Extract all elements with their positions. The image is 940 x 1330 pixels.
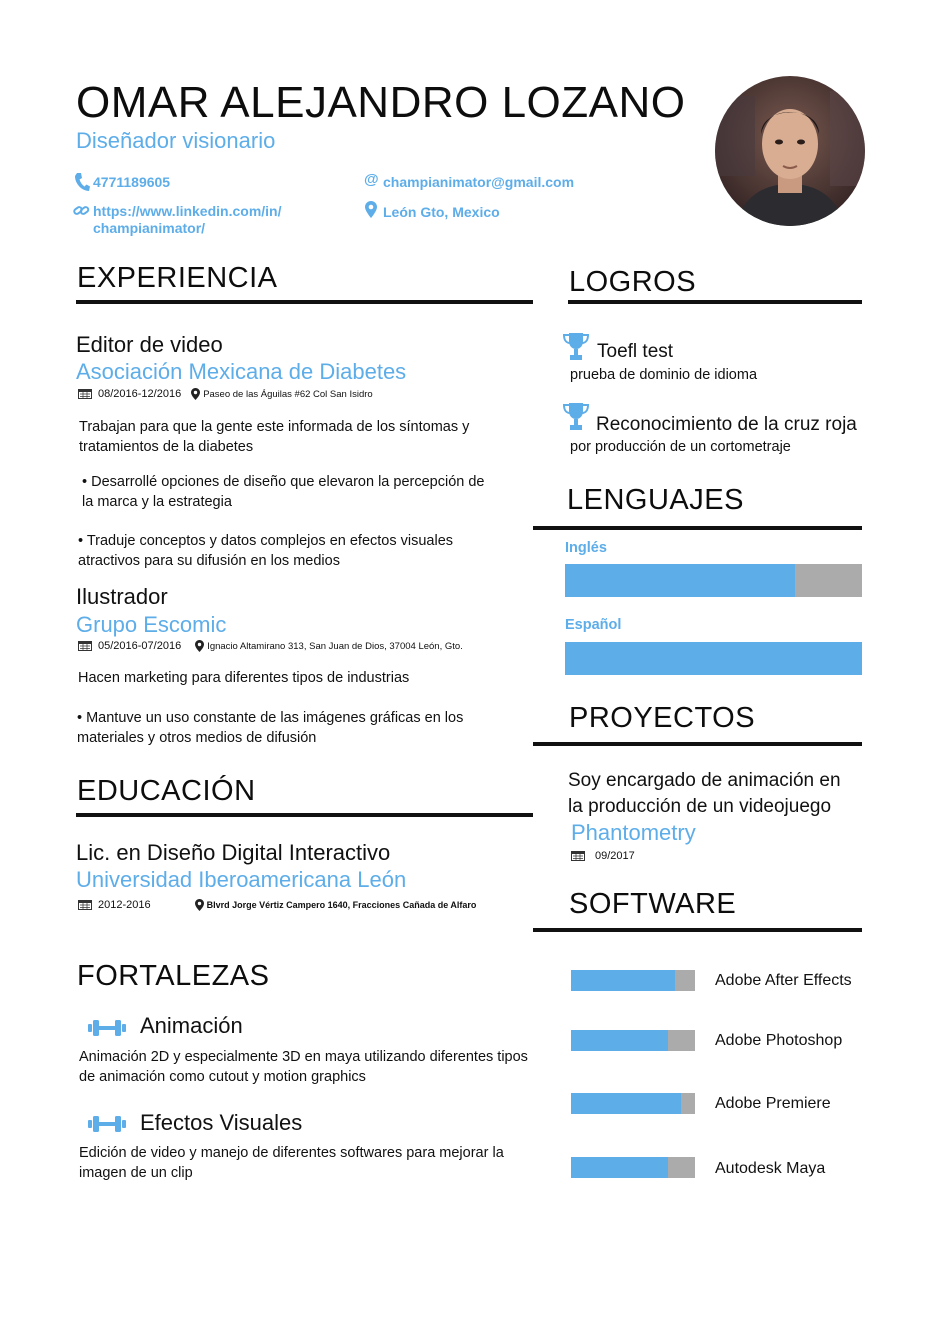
language-1-name: Inglés xyxy=(565,540,607,556)
software-3-name: Adobe Premiere xyxy=(715,1095,831,1112)
project-description-line-2: la producción de un videojuego xyxy=(568,796,832,817)
language-2-bar-fill xyxy=(565,642,862,675)
software-divider xyxy=(533,928,862,932)
project-date: 09/2017 xyxy=(595,850,635,862)
job-1-bullet-1: • Desarrollé opciones de diseño que elevaron la percepción de la marca y la estrategia xyxy=(82,474,485,510)
project-description-line-1: Soy encargado de animación en xyxy=(568,770,841,791)
achievement-1-description: prueba de dominio de idioma xyxy=(570,367,758,383)
trophy-icon xyxy=(563,332,589,367)
languages-heading: LENGUAJES xyxy=(567,484,744,516)
linkedin-line-1: https://www.linkedin.com/in/ xyxy=(93,203,282,219)
software-heading: SOFTWARE xyxy=(569,888,737,920)
projects-heading: PROYECTOS xyxy=(569,702,756,734)
calendar-icon xyxy=(78,640,98,652)
education-dates: 2012-2016 xyxy=(98,899,151,912)
software-3-bar xyxy=(571,1093,695,1114)
language-1-bar xyxy=(565,564,862,597)
education-location: Blvrd Jorge Vértiz Campero 1640, Fracciones Cañada de Alfaro xyxy=(206,900,477,911)
projects-divider xyxy=(533,742,862,746)
strength-1-description: Animación 2D y especialmente 3D en maya utilizando diferentes tipos de animación como cutout y motion graphics xyxy=(79,1049,528,1085)
dumbbell-icon xyxy=(88,1115,126,1138)
calendar-icon xyxy=(78,899,98,911)
trophy-icon xyxy=(563,402,589,437)
calendar-icon xyxy=(78,388,98,400)
software-4-name: Autodesk Maya xyxy=(715,1160,826,1177)
school: Universidad Iberoamericana León xyxy=(76,867,407,892)
project-name: Phantometry xyxy=(571,820,696,845)
job-1-dates: 08/2016-12/2016 xyxy=(98,388,182,401)
software-4-bar xyxy=(571,1157,695,1178)
experience-divider xyxy=(76,300,533,304)
job-2-location: Ignacio Altamirano 313, San Juan de Dios, 37004 León, Gto. xyxy=(207,640,463,652)
achievement-2-name: Reconocimiento de la cruz roja xyxy=(596,414,857,435)
achievement-2-description: por producción de un cortometraje xyxy=(570,439,791,455)
software-2-bar xyxy=(571,1030,695,1051)
software-1-bar xyxy=(571,970,695,991)
job-2-description: Hacen marketing para diferentes tipos de industrias xyxy=(78,670,410,686)
full-name: OMAR ALEJANDRO LOZANO xyxy=(76,78,686,127)
location-pin-icon xyxy=(365,201,377,223)
job-1-location: Paseo de las Águilas #62 Col San Isidro xyxy=(203,388,373,400)
job-1-meta xyxy=(78,388,373,400)
languages-divider xyxy=(533,526,862,530)
experience-heading: EXPERIENCIA xyxy=(77,262,278,294)
strengths-heading: FORTALEZAS xyxy=(77,960,270,992)
profile-photo xyxy=(715,76,865,226)
achievement-1-name: Toefl test xyxy=(597,341,674,362)
language-1-bar-fill xyxy=(565,564,795,597)
software-1-bar-fill xyxy=(571,970,675,991)
education-divider xyxy=(76,813,533,817)
software-2-name: Adobe Photoshop xyxy=(715,1032,843,1049)
job-2-dates: 05/2016-07/2016 xyxy=(98,640,182,653)
dumbbell-icon xyxy=(88,1019,126,1042)
project-description xyxy=(568,768,841,820)
job-1-description: Trabajan para que la gente este informada de los síntomas y tratamientos de la diabetes xyxy=(79,419,470,455)
location-pin-icon xyxy=(195,899,207,911)
software-4-bar-fill xyxy=(571,1157,668,1178)
language-2-name: Español xyxy=(565,617,622,633)
phone-number[interactable]: 4771189605 xyxy=(93,174,171,190)
achievements-divider xyxy=(568,300,862,304)
job-2-bullet-1: • Mantuve un uso constante de las imágenes gráficas en los materiales y otros medios de difusión xyxy=(77,710,464,746)
achievements-heading: LOGROS xyxy=(569,266,697,298)
strength-2-name: Efectos Visuales xyxy=(140,1110,303,1135)
job-1-org: Asociación Mexicana de Diabetes xyxy=(76,359,407,384)
software-3-bar-fill xyxy=(571,1093,681,1114)
job-2-role: Ilustrador xyxy=(76,584,168,609)
job-1-role: Editor de video xyxy=(76,332,223,357)
software-1-name: Adobe After Effects xyxy=(715,972,852,989)
education-meta xyxy=(78,899,476,911)
calendar-icon xyxy=(571,850,591,862)
location-pin-icon xyxy=(195,640,207,652)
phone-icon xyxy=(74,172,90,197)
language-2-bar xyxy=(565,642,862,675)
software-2-bar-fill xyxy=(571,1030,668,1051)
linkedin-link[interactable] xyxy=(93,203,282,237)
at-icon: @ xyxy=(364,171,379,188)
job-1-bullet-2: • Traduje conceptos y datos complejos en efectos visuales atractivos para su difusión en los medios xyxy=(78,533,454,569)
email-link[interactable]: champianimator@gmail.com xyxy=(383,174,575,190)
strength-2-description: Edición de video y manejo de diferentes softwares para mejorar la imagen de un clip xyxy=(79,1145,504,1181)
job-2-org: Grupo Escomic xyxy=(76,612,227,637)
location-pin-icon xyxy=(191,388,203,400)
tagline: Diseñador visionario xyxy=(76,128,276,153)
link-icon xyxy=(73,203,90,223)
location: León Gto, Mexico xyxy=(383,204,500,220)
project-meta xyxy=(571,850,635,862)
linkedin-line-2: champianimator/ xyxy=(93,220,206,236)
job-2-meta xyxy=(78,640,463,652)
education-heading: EDUCACIÓN xyxy=(77,775,256,807)
strength-1-name: Animación xyxy=(140,1013,243,1038)
degree: Lic. en Diseño Digital Interactivo xyxy=(76,840,391,865)
